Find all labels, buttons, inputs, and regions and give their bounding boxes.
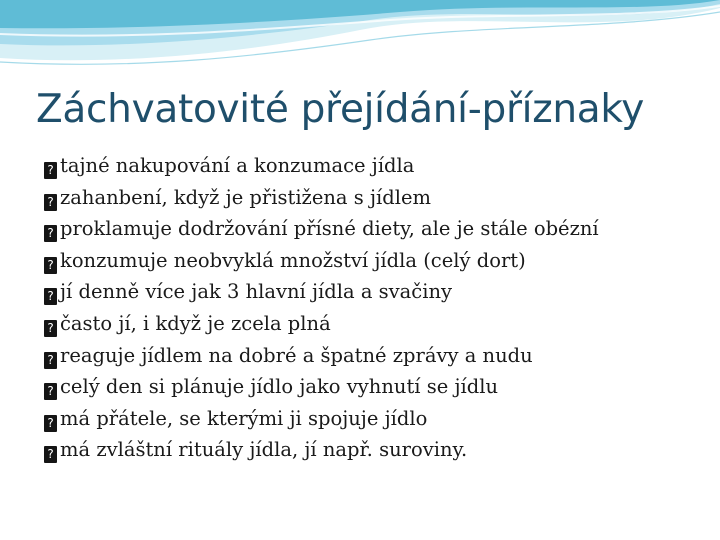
bullet-item — [44, 217, 704, 249]
missing-glyph-icon: ? — [44, 257, 57, 274]
missing-glyph-icon: ? — [44, 225, 57, 242]
missing-glyph-icon: ? — [44, 415, 57, 432]
bullet-text: zahanbení, když je přistižena s jídlem — [60, 185, 431, 209]
bullet-text: konzumuje neobvyklá množství jídla (celý dort) — [60, 248, 526, 272]
slide-title: Záchvatovité přejídání-příznaky — [36, 87, 645, 132]
bullet-list — [44, 154, 704, 470]
bullet-text: tajné nakupování a konzumace jídla — [60, 154, 415, 177]
bullet-item — [44, 280, 704, 312]
bullet-item — [44, 312, 704, 344]
bullet-item — [44, 407, 704, 439]
bullet-item — [44, 344, 704, 376]
missing-glyph-icon: ? — [44, 162, 57, 179]
bullet-item — [44, 438, 704, 470]
bullet-text: celý den si plánuje jídlo jako vyhnutí se jídlu — [60, 375, 499, 399]
bullet-text: má přátele, se kterými ji spojuje jídlo — [60, 406, 428, 430]
decorative-wave-banner — [0, 0, 720, 90]
bullet-item — [44, 154, 704, 186]
bullet-text: reaguje jídlem na dobré a špatné zprávy a nudu — [60, 343, 533, 367]
bullet-text: jí denně více jak 3 hlavní jídla a svačiny — [60, 280, 453, 304]
bullet-item — [44, 249, 704, 281]
bullet-text: často jí, i když je zcela plná — [60, 311, 331, 335]
bullet-item — [44, 186, 704, 218]
missing-glyph-icon: ? — [44, 194, 57, 211]
missing-glyph-icon: ? — [44, 352, 57, 369]
missing-glyph-icon: ? — [44, 320, 57, 337]
missing-glyph-icon: ? — [44, 446, 57, 463]
bullet-text: má zvláštní rituály jídla, jí např. suroviny. — [60, 438, 468, 462]
missing-glyph-icon: ? — [44, 288, 57, 305]
bullet-item — [44, 375, 704, 407]
bullet-text: proklamuje dodržování přísné diety, ale je stále obézní — [60, 217, 599, 241]
missing-glyph-icon: ? — [44, 383, 57, 400]
